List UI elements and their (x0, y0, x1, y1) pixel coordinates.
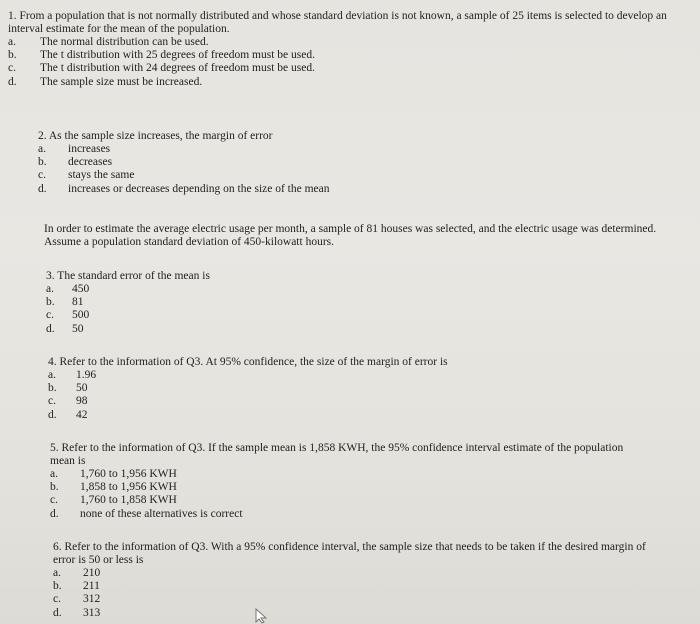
option-5c (50, 494, 650, 507)
question-6-text: 6. Refer to the information of Q3. With a 95% confidence interval, the sample size that needs to be taken if the desired margin of error is 50 or less is (53, 541, 646, 566)
option-4b (48, 382, 668, 395)
option-3b (46, 296, 666, 309)
option-letter: a. (48, 369, 56, 381)
option-letter: c. (53, 593, 61, 606)
option-letter: b. (46, 296, 55, 309)
option-letter: b. (8, 49, 17, 62)
option-5b (50, 481, 650, 494)
option-2b (38, 156, 678, 169)
option-4c (48, 395, 668, 408)
option-text: 210 (83, 567, 101, 579)
option-text: 50 (76, 382, 88, 395)
question-2 (38, 130, 678, 196)
option-6c (53, 593, 653, 606)
option-letter: b. (48, 382, 57, 395)
option-4a (48, 369, 668, 382)
option-letter: d. (8, 75, 17, 88)
option-letter: c. (46, 309, 54, 322)
option-4d (48, 409, 668, 422)
option-text: 42 (76, 408, 88, 421)
option-letter: c. (38, 169, 46, 182)
question-2-text: 2. As the sample size increases, the margin of error (38, 130, 273, 142)
option-letter: d. (53, 606, 62, 619)
question-5-options (50, 468, 650, 521)
question-1-text: 1. From a population that is not normally distributed and whose standard deviation is not known, a sample of 25 items is selected to develop an interval estimate for the mean of the population. (8, 10, 667, 35)
option-text: increases or decreases depending on the size of the mean (68, 182, 330, 195)
option-text: 313 (83, 606, 101, 619)
scenario-paragraph (44, 223, 684, 249)
question-3 (46, 270, 666, 336)
question-4 (48, 356, 668, 422)
option-3d (46, 323, 666, 336)
mouse-cursor-icon (255, 608, 269, 624)
question-6 (53, 541, 653, 620)
option-text: 1,760 to 1,858 KWH (80, 494, 177, 507)
question-4-options (48, 369, 668, 422)
option-6a (53, 567, 653, 580)
option-letter: d. (48, 408, 57, 421)
question-1-options (8, 36, 693, 89)
option-text: 1,760 to 1,956 KWH (80, 468, 177, 480)
option-text: The t distribution with 25 degrees of freedom must be used. (40, 49, 315, 62)
option-2c (38, 169, 678, 182)
question-5-text: 5. Refer to the information of Q3. If the sample mean is 1,858 KWH, the 95% confidence interval estimate of the population mean is (50, 442, 624, 467)
option-letter: a. (46, 283, 54, 295)
option-letter: a. (53, 567, 61, 579)
option-text: 1.96 (76, 369, 97, 381)
option-1a (8, 36, 693, 49)
option-text: 50 (72, 322, 84, 335)
option-5a (50, 468, 650, 481)
question-6-options (53, 567, 653, 620)
option-letter: a. (38, 143, 46, 155)
option-text: none of these alternatives is correct (80, 507, 243, 520)
option-text: increases (68, 143, 111, 155)
option-2d (38, 183, 678, 196)
option-letter: d. (50, 507, 59, 520)
option-text: The t distribution with 24 degrees of freedom must be used. (40, 62, 315, 75)
question-1 (8, 10, 693, 89)
option-letter: c. (48, 395, 56, 408)
option-letter: c. (8, 62, 16, 75)
option-text: 81 (72, 296, 84, 309)
option-letter: d. (46, 322, 55, 335)
option-1b (8, 49, 693, 62)
option-1d (8, 76, 693, 89)
option-letter: b. (53, 580, 62, 593)
option-6d (53, 607, 653, 620)
option-1c (8, 62, 693, 75)
option-text: 1,858 to 1,956 KWH (80, 481, 177, 494)
option-letter: b. (38, 156, 47, 169)
option-5d (50, 508, 650, 521)
option-letter: a. (50, 468, 58, 480)
option-letter: a. (8, 36, 16, 48)
option-3a (46, 283, 666, 296)
option-text: 312 (83, 593, 101, 606)
option-6b (53, 580, 653, 593)
option-letter: c. (50, 494, 58, 507)
option-letter: d. (38, 182, 47, 195)
option-text: 98 (76, 395, 88, 408)
option-2a (38, 143, 678, 156)
question-2-options (38, 143, 678, 196)
option-text: stays the same (68, 169, 135, 182)
option-3c (46, 309, 666, 322)
option-text: The normal distribution can be used. (40, 36, 209, 48)
option-text: 450 (72, 283, 90, 295)
option-text: decreases (68, 156, 113, 169)
option-text: 211 (83, 580, 100, 593)
question-3-options (46, 283, 666, 336)
question-5 (50, 442, 650, 521)
scenario-text: In order to estimate the average electric usage per month, a sample of 81 houses was selected, and the electric usage was determined. Assume a population standard deviation of 450-kilowatt hours. (44, 223, 657, 248)
option-text: The sample size must be increased. (40, 75, 203, 88)
question-4-text: 4. Refer to the information of Q3. At 95% confidence, the size of the margin of error is (48, 356, 448, 368)
option-text: 500 (72, 309, 90, 322)
option-letter: b. (50, 481, 59, 494)
question-3-text: 3. The standard error of the mean is (46, 270, 210, 282)
